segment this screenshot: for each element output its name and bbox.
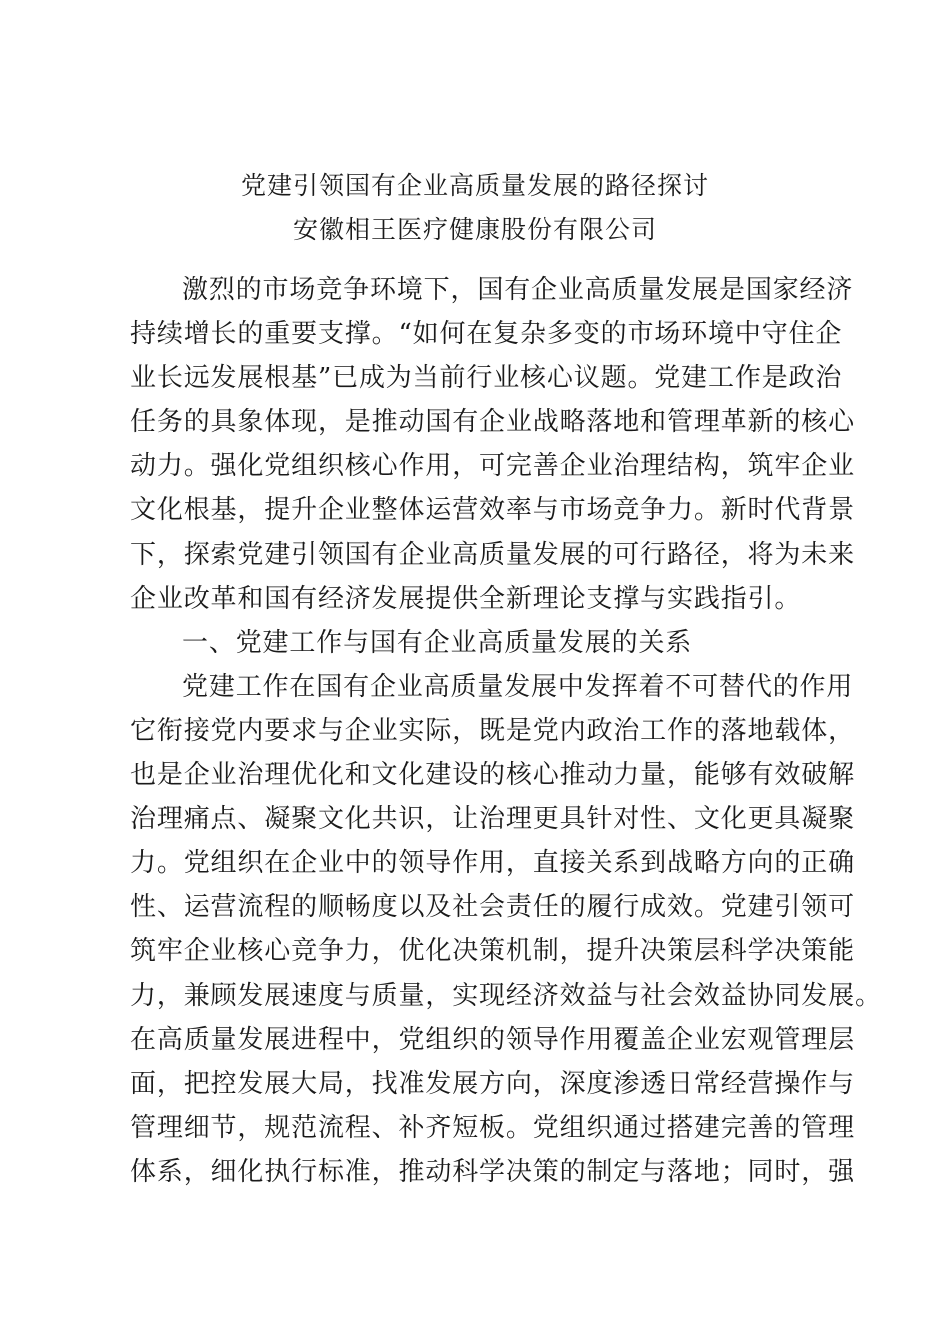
paragraph-line: 也是企业治理优化和文化建设的核心推动力量，能够有效破解 [130, 760, 855, 791]
paragraph-line: 任务的具象体现，是推动国有企业战略落地和管理革新的核心 [130, 407, 855, 438]
section-heading: 一、党建工作与国有企业高质量发展的关系 [182, 627, 693, 658]
paragraph-line: 管理细节，规范流程、补齐短板。党组织通过搭建完善的管理 [130, 1112, 855, 1143]
title-block [0, 164, 950, 252]
paragraph-line: 性、运营流程的顺畅度以及社会责任的履行成效。党建引领可 [130, 892, 855, 923]
paragraph-line: 激烈的市场竞争环境下，国有企业高质量发展是国家经济 [182, 275, 854, 305]
paragraph-line: 在高质量发展进程中，党组织的领导作用覆盖企业宏观管理层 [130, 1024, 855, 1055]
document-author: 安徽相王医疗健康股份有限公司 [292, 215, 657, 244]
paragraph-line: 面，把控发展大局，找准发展方向，深度渗透日常经营操作与 [130, 1068, 855, 1099]
paragraph-line: 下，探索党建引领国有企业高质量发展的可行路径，将为未来 [130, 539, 855, 570]
paragraph-line: 力。党组织在企业中的领导作用，直接关系到战略方向的正确 [130, 848, 855, 879]
paragraph-line: 业长远发展根基”已成为当前行业核心议题。党建工作是政治 [130, 363, 843, 394]
paragraph-line: 党建工作在国有企业高质量发展中发挥着不可替代的作用 [182, 671, 854, 702]
document-body [130, 268, 882, 1194]
paragraph-line: 持续增长的重要支撑。“如何在复杂多变的市场环境中守住企 [130, 319, 843, 350]
paragraph-line: 文化根基，提升企业整体运营效率与市场竞争力。新时代背景 [130, 495, 855, 526]
paragraph-line: 力，兼顾发展速度与质量，实现经济效益与社会效益协同发展。 [130, 980, 882, 1011]
paragraph-line: 筑牢企业核心竞争力，优化决策机制，提升决策层科学决策能 [130, 936, 855, 967]
document-title: 党建引领国有企业高质量发展的路径探讨 [240, 171, 709, 200]
paragraph-line: 体系，细化执行标准，推动科学决策的制定与落地；同时，强 [130, 1156, 855, 1187]
paragraph-line: 它衔接党内要求与企业实际，既是党内政治工作的落地载体， [130, 715, 855, 746]
paragraph-line: 治理痛点、凝聚文化共识，让治理更具针对性、文化更具凝聚 [130, 804, 855, 835]
paragraph-line: 动力。强化党组织核心作用，可完善企业治理结构，筑牢企业 [130, 451, 855, 482]
paragraph-line: 企业改革和国有经济发展提供全新理论支撑与实践指引。 [130, 583, 802, 614]
